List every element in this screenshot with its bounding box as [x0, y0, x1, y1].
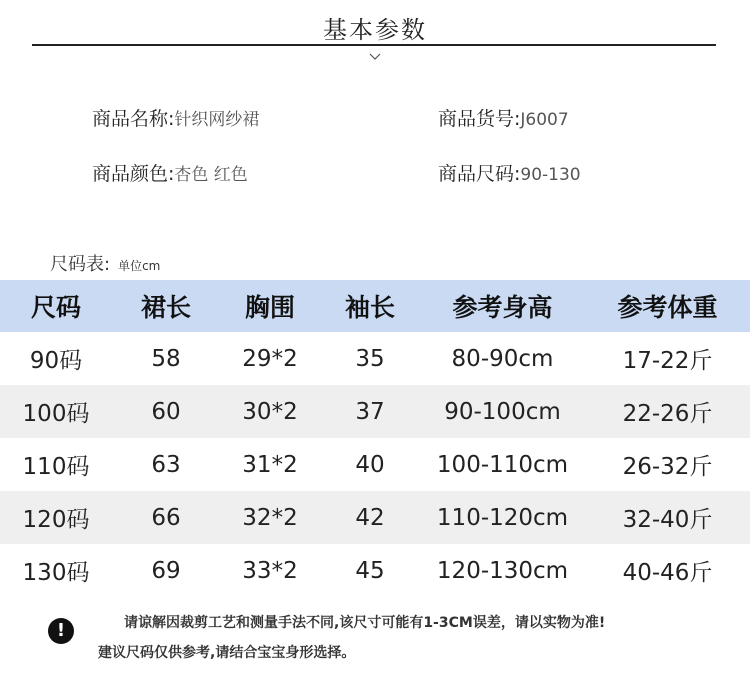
table-cell: 22-26斤 [585, 385, 750, 438]
table-cell: 100-110cm [436, 451, 569, 478]
table-cell: 40 [355, 451, 385, 478]
table-cell: 69 [151, 557, 181, 584]
header-skirt-length: 裙长 [112, 280, 220, 332]
size-table-header [0, 280, 750, 332]
table-row [0, 491, 750, 544]
header-height: 参考身高 [420, 280, 585, 332]
table-cell: 17-22斤 [622, 348, 713, 374]
table-cell: 110码 [22, 454, 90, 480]
table-cell: 100码 [0, 385, 112, 438]
notice-line-2: 建议尺码仅供参考,请结合宝宝身形选择。 [98, 645, 356, 661]
table-cell: 29*2 [242, 345, 298, 372]
table-cell: 66 [112, 491, 220, 544]
notice-line-1: 请谅解因裁剪工艺和测量手法不同,该尺寸可能有1-3CM误差，请以实物为准! [124, 615, 606, 631]
title-divider [32, 44, 716, 46]
table-cell: 45 [355, 557, 385, 584]
table-cell: 58 [151, 345, 181, 372]
table-cell: 40-46斤 [622, 560, 713, 586]
product-size-row [438, 159, 581, 186]
exclamation-icon: ! [48, 618, 74, 644]
table-cell: 90-100cm [420, 385, 585, 438]
product-name-label: 商品名称: [92, 108, 175, 130]
table-cell: 32-40斤 [585, 491, 750, 544]
table-row [0, 544, 750, 597]
table-row [0, 332, 750, 385]
table-cell: 90码 [29, 348, 83, 374]
table-row [0, 385, 750, 438]
table-cell: 80-90cm [451, 345, 554, 372]
table-cell: 120码 [0, 491, 112, 544]
product-sku-value: J6007 [520, 110, 569, 130]
product-size-value: 90-130 [520, 165, 581, 185]
size-table-title: 尺码表: [50, 254, 111, 275]
table-cell: 42 [320, 491, 420, 544]
table-cell: 26-32斤 [622, 454, 713, 480]
page-title: 基本参数 [323, 16, 427, 44]
table-cell: 130码 [22, 560, 90, 586]
product-color-value: 杏色 红色 [174, 165, 248, 185]
table-cell: 30*2 [220, 385, 320, 438]
table-cell: 120-130cm [436, 557, 569, 584]
product-name-value: 针织网纱裙 [174, 110, 260, 130]
product-color-label: 商品颜色: [92, 163, 175, 185]
size-table-unit: 单位cm [118, 259, 161, 273]
header-sleeve: 袖长 [320, 280, 420, 332]
header-weight: 参考体重 [585, 280, 750, 332]
table-cell: 110-120cm [420, 491, 585, 544]
product-sku-label: 商品货号: [438, 108, 521, 130]
product-color-row [92, 159, 248, 186]
product-sku-row [438, 104, 569, 131]
table-cell: 63 [151, 451, 181, 478]
notice-box [0, 610, 750, 670]
size-table [0, 280, 750, 597]
table-cell: 35 [355, 345, 385, 372]
chevron-down-icon [368, 50, 382, 64]
table-cell: 60 [112, 385, 220, 438]
product-size-label: 商品尺码: [438, 163, 521, 185]
table-cell: 32*2 [220, 491, 320, 544]
table-cell: 31*2 [242, 451, 298, 478]
product-name-row [92, 104, 259, 131]
table-cell: 33*2 [242, 557, 298, 584]
size-table-caption [50, 250, 160, 276]
table-row [0, 438, 750, 491]
table-cell: 37 [320, 385, 420, 438]
header-size: 尺码 [0, 280, 112, 332]
header-chest: 胸围 [220, 280, 320, 332]
